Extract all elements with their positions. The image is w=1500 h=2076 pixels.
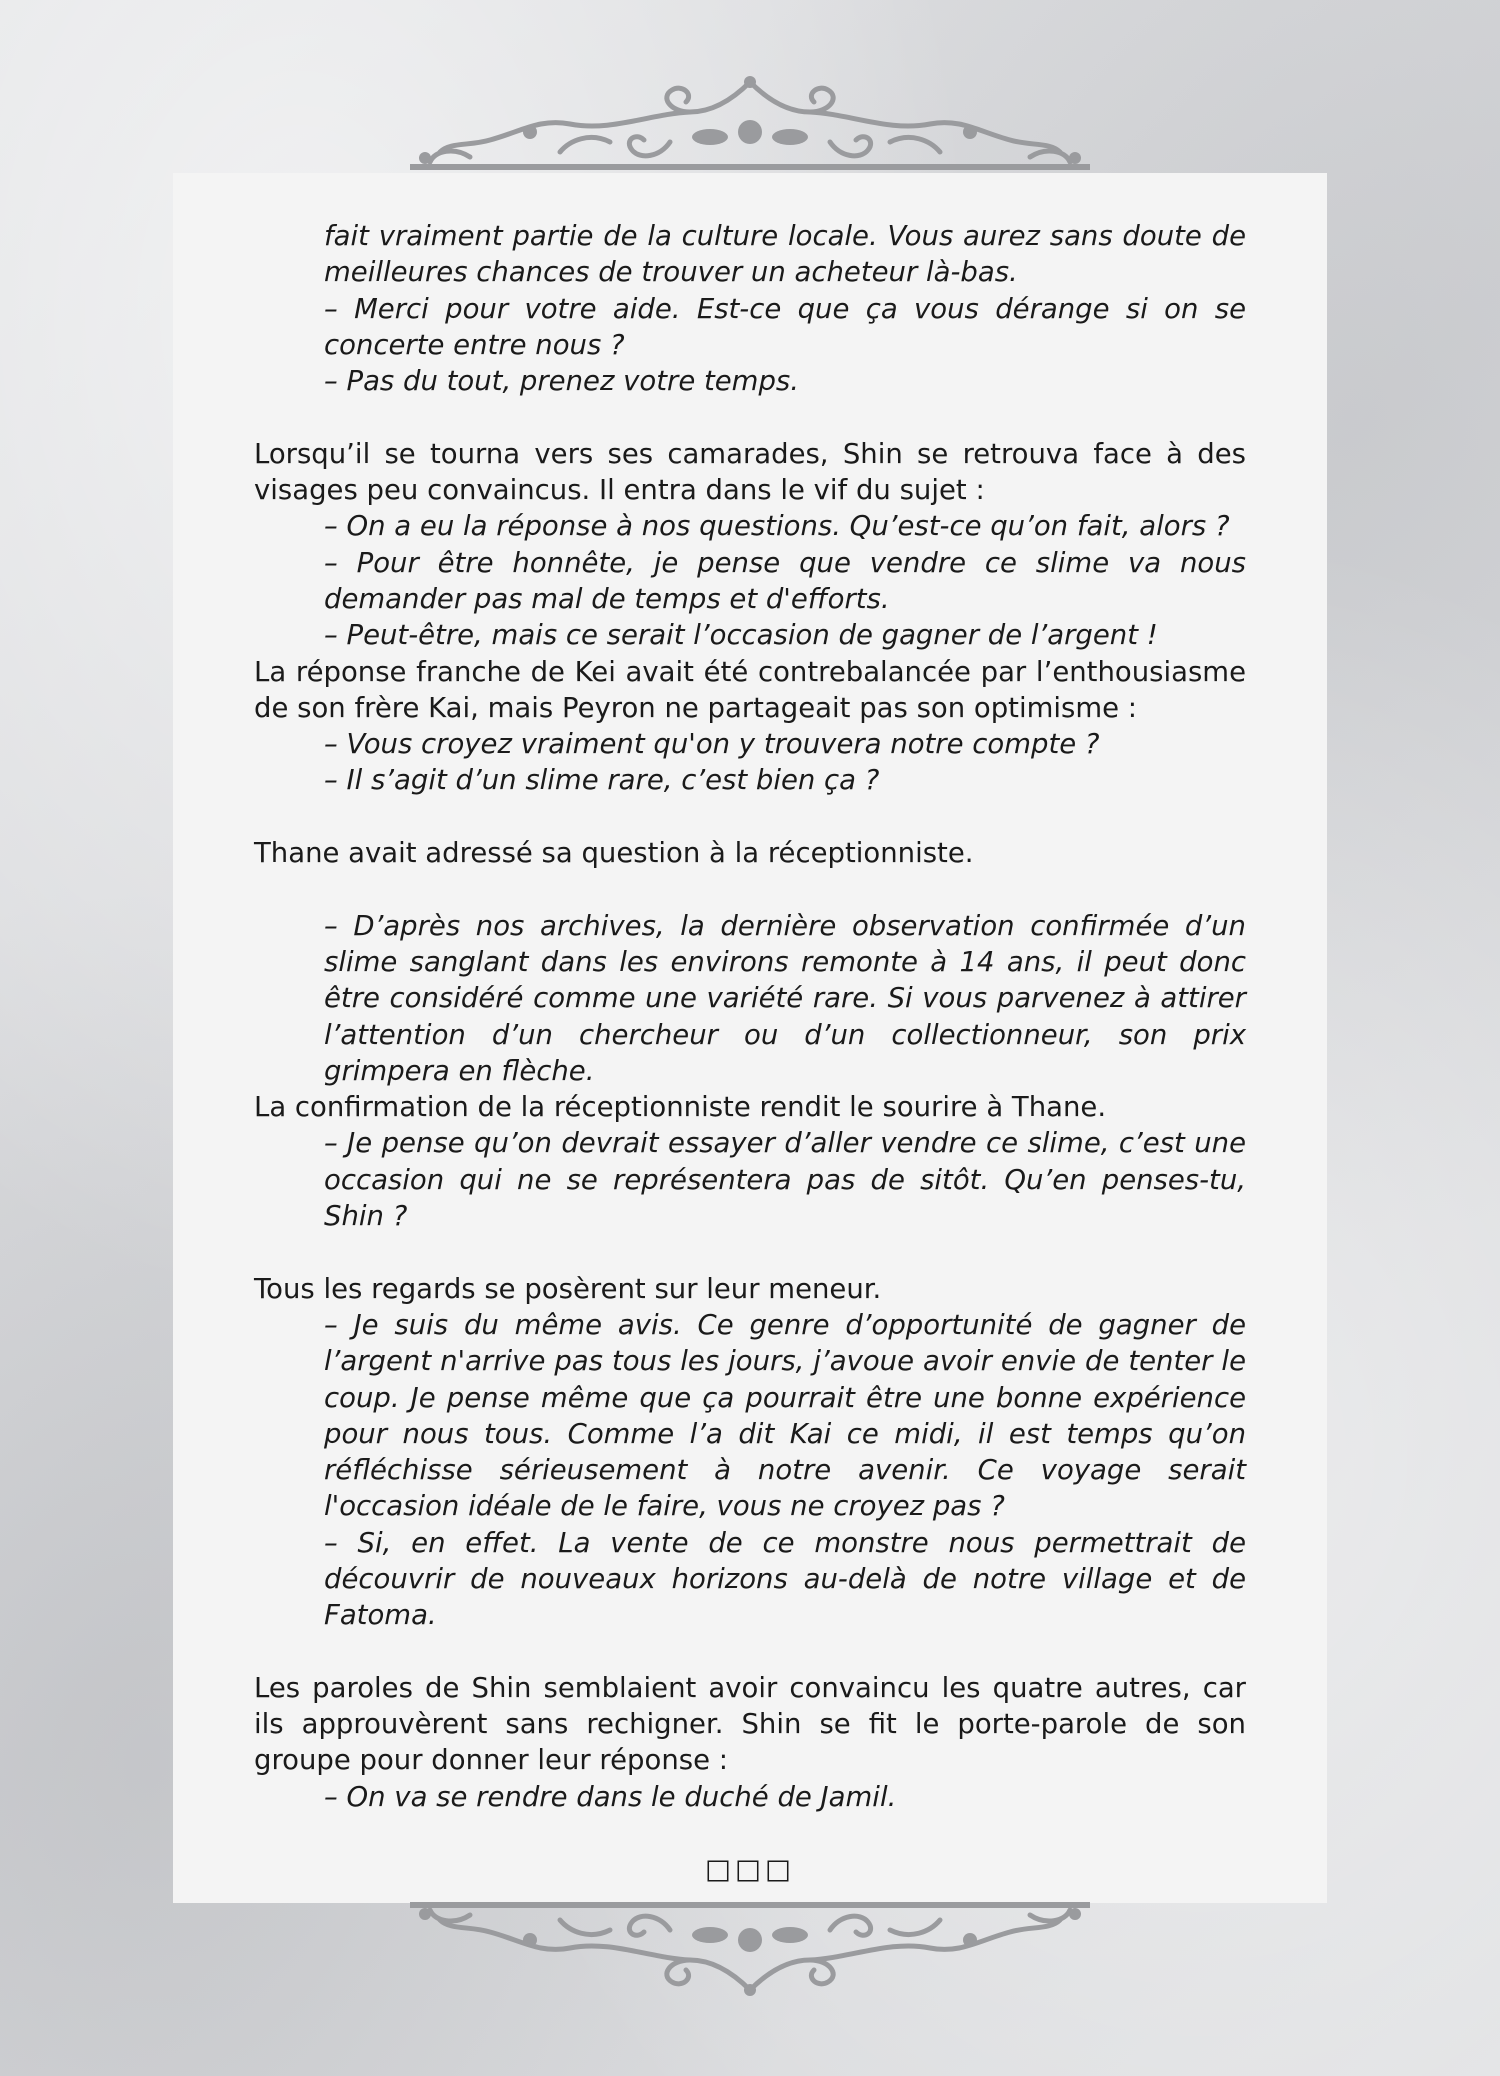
narration-paragraph: Les paroles de Shin semblaient avoir convaincu les quatre autres, car ils approuvèrent sans rechigner. Shin se fit le porte-parole de son groupe pour donner leur réponse : [254, 1671, 1246, 1777]
dialogue-line: – Si, en effet. La vente de ce monstre nous permettrait de découvrir de nouveaux horizons au-delà de notre village et de Fatoma. [324, 1526, 1246, 1632]
blank-line [254, 871, 1246, 907]
page-text [254, 218, 1246, 1887]
dialogue-line: – Pour être honnête, je pense que vendre ce slime va nous demander pas mal de temps et d'efforts. [324, 546, 1246, 615]
blank-line [254, 399, 1246, 435]
dialogue-line: – Vous croyez vraiment qu'on y trouvera notre compte ? [324, 728, 1100, 761]
dialogue-line: fait vraiment partie de la culture locale. Vous aurez sans doute de meilleures chances de trouver un acheteur là-bas. [324, 220, 1246, 289]
narration-paragraph: La confirmation de la réceptionniste rendit le sourire à Thane. [254, 1091, 1107, 1124]
top-flourish-ornament-icon [410, 62, 1090, 172]
dialogue-line: – D’après nos archives, la dernière observation confirmée d’un slime sanglant dans les environs remonte à 14 ans, il peut donc être considéré comme une variété rare. Si vous parvenez à attirer l’attention d’un chercheur ou d’un collectionneur, son prix grimpera en flèche. [324, 909, 1246, 1087]
blank-line [254, 1234, 1246, 1270]
blank-line [254, 1634, 1246, 1670]
scene-break: □□□ [705, 1853, 795, 1886]
dialogue-line: – Il s’agit d’un slime rare, c’est bien ça ? [324, 764, 880, 797]
dialogue-line: – Peut-être, mais ce serait l’occasion de gagner de l’argent ! [324, 619, 1158, 652]
dialogue-line: – Je pense qu’on devrait essayer d’aller vendre ce slime, c’est une occasion qui ne se représentera pas de sitôt. Qu’en penses-tu, Shin ? [324, 1127, 1246, 1233]
narration-paragraph: La réponse franche de Kei avait été contrebalancée par l’enthousiasme de son frère Kai, mais Peyron ne partageait pas son optimisme : [254, 655, 1246, 724]
blank-line [254, 799, 1246, 835]
narration-paragraph: Tous les regards se posèrent sur leur meneur. [254, 1272, 882, 1305]
narration-paragraph: Lorsqu’il se tourna vers ses camarades, Shin se retrouva face à des visages peu convaincus. Il entra dans le vif du sujet : [254, 437, 1246, 507]
dialogue-line: – Je suis du même avis. Ce genre d’opportunité de gagner de l’argent n'arrive pas tous les jours, j’avoue avoir envie de tenter le coup. Je pense même que ça pourrait être une bonne expérience pour nous tous. Comme l’a dit Kai ce midi, il est temps qu’on réfléchisse sérieusement à notre avenir. Ce voyage serait l'occasion idéale de le faire, vous ne croyez pas ? [324, 1308, 1246, 1523]
dialogue-line: – Merci pour votre aide. Est-ce que ça vous dérange si on se concerte entre nous ? [324, 292, 1246, 361]
dialogue-line: – Pas du tout, prenez votre temps. [324, 365, 799, 398]
narration-paragraph: Thane avait adressé sa question à la réceptionniste. [254, 837, 974, 870]
bottom-flourish-ornament-icon [410, 1900, 1090, 2010]
dialogue-line: – On a eu la réponse à nos questions. Qu’est-ce qu’on fait, alors ? [324, 510, 1230, 543]
dialogue-line: – On va se rendre dans le duché de Jamil. [324, 1780, 897, 1813]
